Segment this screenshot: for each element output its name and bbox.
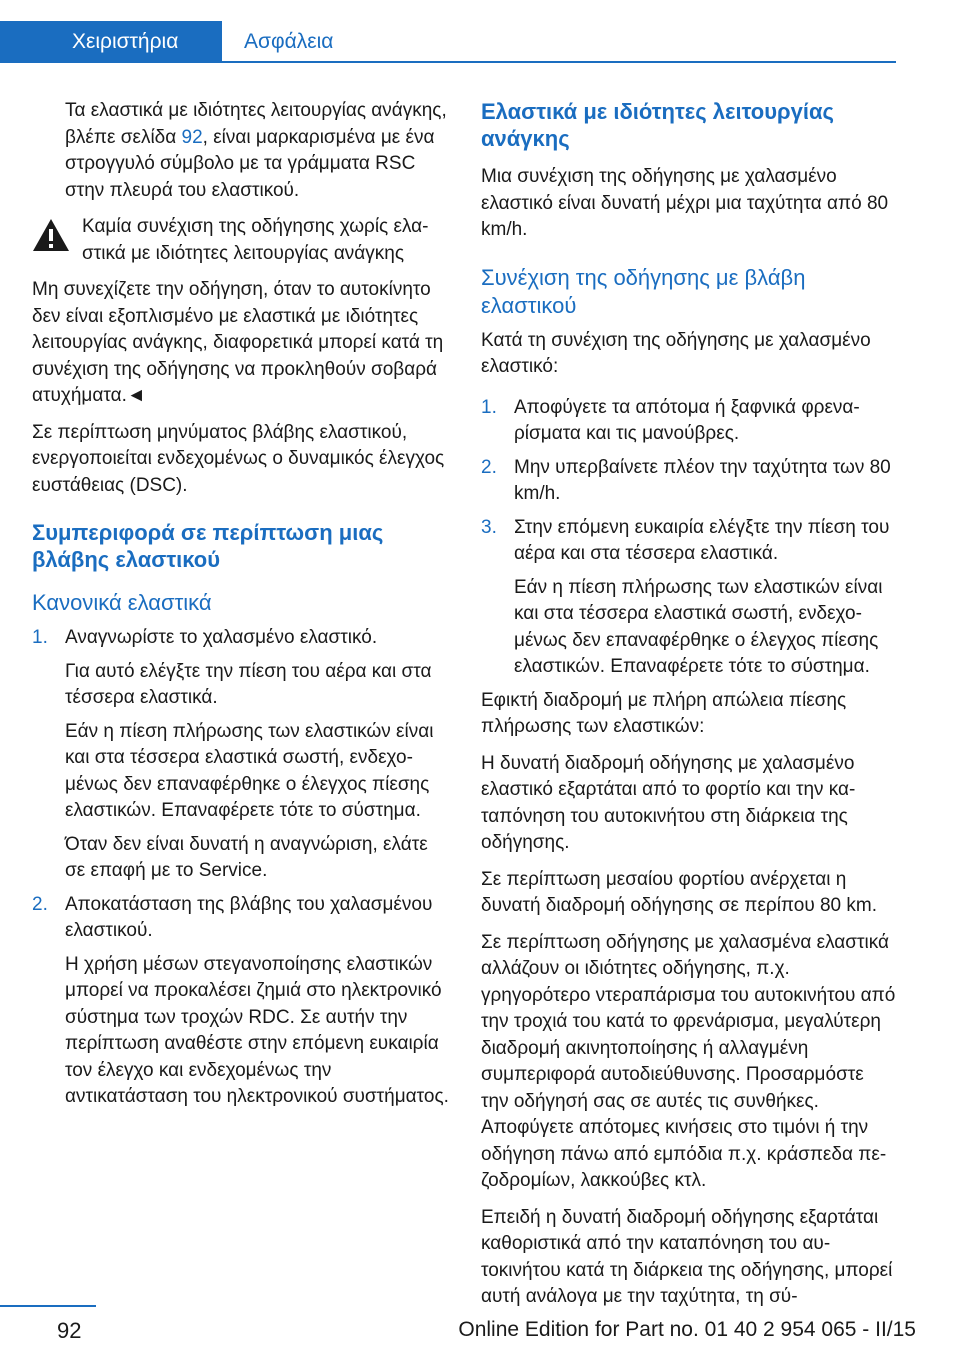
warning-block bbox=[32, 214, 450, 267]
warning-body: Μη συνεχίζετε την οδήγηση, όταν το αυτοκίνητο δεν είναι εξοπλισμένο με ελαστικά με ιδιότητες λειτουργίας ανάγκης, διαφορετικά μπορεί κατά τη συνέχιση της οδήγησης να προκληθούν σοβαρά ατυχήματα.◄ bbox=[32, 279, 444, 406]
intro-paragraph bbox=[65, 98, 450, 204]
warning-title: Καμία συνέχιση της οδήγησης χωρίς ελαστικά με ιδιότητες λειτουργίας ανάγκης bbox=[82, 216, 429, 264]
route-paragraph: Σε περίπτωση οδήγησης με χαλασμένα ελαστικά αλλάζουν οι ιδιότητες οδήγησης, π.χ. γρηγορότερο ντεραπάρισμα του αυτοκινήτου από την τροχιά του κατά το φρενάρισμα, μεγαλύτερη διαδρομή ακινητοποίησης ή αλλαγμένη συμπεριφορά αυτοδιεύθυνσης. Προσαρμόστε την οδήγησή σας σε αυτές τις συνθήκες. Αποφύγετε απότομες κινήσεις στο τιμόνι ή την οδήγηση πάνω από εμπόδια π.χ. κράσπεδα πεζοδρομίων, λακκούβες κτλ. bbox=[481, 931, 896, 1191]
list-text: Μην υπερβαίνετε πλέον την ταχύτητα των 80 km/h. bbox=[514, 456, 891, 504]
left-column bbox=[32, 98, 450, 1118]
list-text: Εάν η πίεση πλήρωσης των ελαστικών είναι και στα τέσσερα ελαστικά σωστή, ενδεχομένως δεν επαναφέρθηκε ο έλεγχος πίεσης ελαστικών. Επαναφέρετε τότε το σύστημα. bbox=[65, 720, 434, 821]
route-title: Εφικτή διαδρομή με πλήρη απώλεια πίεσης πλήρωσης των ελαστικών: bbox=[481, 689, 847, 737]
footer-divider bbox=[0, 1305, 96, 1307]
page-link[interactable]: 92 bbox=[181, 126, 203, 148]
header-tabs bbox=[0, 0, 896, 62]
tab-safety[interactable]: Ασφάλεια bbox=[244, 30, 334, 53]
list-item bbox=[32, 625, 450, 885]
list-text: Όταν δεν είναι δυνατή η αναγνώριση, ελάτε σε επαφή με το Service. bbox=[65, 833, 428, 881]
list-number: 2. bbox=[481, 456, 497, 478]
heading-behavior: Συμπεριφορά σε περίπτωση μιας βλάβης ελαστικού bbox=[32, 520, 384, 572]
list-text: Η χρήση μέσων στεγανοποίησης ελαστικών μπορεί να προκαλέσει ζημιά στο ηλεκτρονικό σύστημα των τροχών RDC. Σε αυτήν την περίπτωση αναθέστε στην επόμενη ευκαιρία τον έλεγχο και ενδεχομένως την αντικατάσταση του ηλεκτρονικού συστήματος. bbox=[65, 953, 449, 1107]
list-text: Αποκατάσταση της βλάβης του χαλασμένου ελαστικού. bbox=[65, 893, 433, 941]
route-paragraph: Η δυνατή διαδρομή οδήγησης με χαλασμένο ελαστικό εξαρτάται από το φορτίο και την καταπόνηση του αυτοκινήτου στη διάρκεια της οδήγησης. bbox=[481, 752, 856, 853]
page-number: 92 bbox=[57, 1318, 82, 1343]
route-paragraph: Σε περίπτωση μεσαίου φορτίου ανέρχεται η δυνατή διαδρομή οδήγησης σε περίπου 80 km. bbox=[481, 868, 878, 916]
edition-text: Online Edition for Part no. 01 40 2 954 065 - II/15 bbox=[458, 1318, 916, 1341]
list-text: Αναγνωρίστε το χαλασμένο ελαστικό. bbox=[65, 627, 378, 648]
list-number: 2. bbox=[32, 893, 48, 915]
list-text: Εάν η πίεση πλήρωσης των ελαστικών είναι και στα τέσσερα ελαστικά σωστή, ενδεχομένως δεν επαναφέρθηκε ο έλεγχος πίεσης ελαστικών. Επαναφέρετε τότε το σύστημα. bbox=[514, 576, 883, 677]
list-number: 1. bbox=[481, 396, 497, 418]
continue-steps bbox=[481, 395, 896, 681]
right-column bbox=[481, 98, 896, 1321]
list-item bbox=[32, 892, 450, 1111]
list-item bbox=[481, 395, 896, 448]
intro-text-end: , είναι μαρκαρισμένα με ένα στρογγυλό σύμβολο με τα γράμματα RSC στην πλευρά του ελαστικού. bbox=[65, 126, 435, 201]
list-item bbox=[481, 515, 896, 681]
list-text: Για αυτό ελέγξτε την πίεση του αέρα και στα τέσσερα ελαστικά. bbox=[65, 660, 432, 708]
warning-triangle-icon bbox=[32, 218, 70, 252]
continue-intro: Κατά τη συνέχιση της οδήγησης με χαλασμένο ελαστικό: bbox=[481, 329, 871, 377]
route-paragraph: Επειδή η δυνατή διαδρομή οδήγησης εξαρτάται καθοριστικά από την καταπόνηση του αυτοκινήτου κατά τη διάρκεια της οδήγησης, μπορεί αυτή ανάλογα με την ταχύτητα, τη σύ- bbox=[481, 1206, 893, 1307]
heading-runflat: Ελαστικά με ιδιότητες λειτουργίας ανάγκης bbox=[481, 99, 834, 151]
list-number: 3. bbox=[481, 516, 497, 538]
list-number: 1. bbox=[32, 627, 48, 648]
intro-text: Τα ελαστικά με ιδιότητες λειτουργίας ανάγκης, βλέπε σελίδα bbox=[65, 100, 447, 148]
tab-controls[interactable]: Χειριστήρια bbox=[0, 21, 222, 62]
heading-continue-driving: Συνέχιση της οδήγησης με βλάβη ελαστικού bbox=[481, 264, 806, 318]
normal-tires-steps bbox=[32, 625, 450, 1111]
list-text: Στην επόμενη ευκαιρία ελέγξτε την πίεση του αέρα και στα τέσσερα ελαστικά. bbox=[514, 516, 890, 564]
runflat-body: Μια συνέχιση της οδήγησης με χαλασμένο ελαστικό είναι δυνατή μέχρι μια ταχύτητα από 80 km/h. bbox=[481, 166, 889, 240]
list-text: Αποφύγετε τα απότομα ή ξαφνικά φρεναρίσματα και τις μανούβρες. bbox=[514, 396, 860, 444]
header-divider bbox=[0, 61, 896, 63]
damage-message-paragraph: Σε περίπτωση μηνύματος βλάβης ελαστικού, ενεργοποιείται ενδεχομένως ο δυναμικός έλεγχος ευστάθειας (DSC). bbox=[32, 421, 445, 496]
heading-normal-tires: Κανονικά ελαστικά bbox=[32, 590, 212, 615]
list-item bbox=[481, 455, 896, 508]
